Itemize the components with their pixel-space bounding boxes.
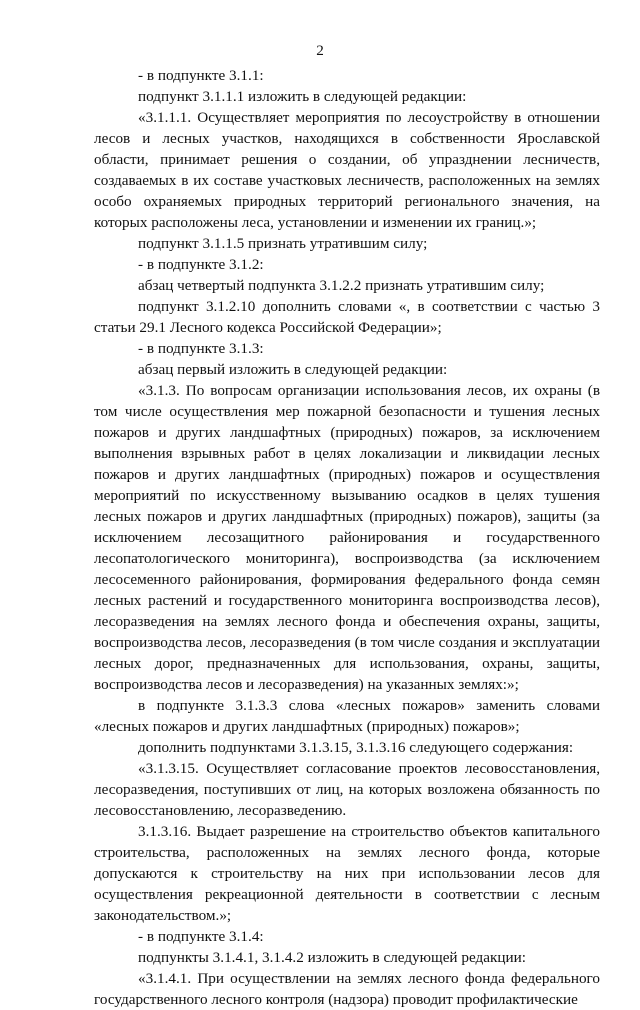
paragraph: дополнить подпунктами 3.1.3.15, 3.1.3.16 следующего содержания: [138, 739, 574, 756]
paragraph: абзац четвертый подпункта 3.1.2.2 признать утратившим силу; [138, 277, 545, 294]
page-number: 2 [316, 42, 324, 59]
paragraph: подпункт 3.1.1.5 признать утратившим силу; [138, 235, 428, 252]
paragraph: подпункт 3.1.1.1 изложить в следующей редакции: [138, 88, 467, 105]
paragraph: подпункты 3.1.4.1, 3.1.4.2 изложить в следующей редакции: [138, 949, 526, 966]
paragraph: - в подпункте 3.1.2: [138, 256, 264, 273]
paragraph: «3.1.1.1. Осуществляет мероприятия по лесоустройству в отношении лесов и лесных участков, находящихся в собственности Ярославской области, принимает решения о создании, об упразднении лесничеств, создаваемых в их составе участковых лесничеств, расположенных на землях особо охраняемых природных территорий регионального значения, на которых расположены леса, установлении и изменении их границ.»; [94, 109, 600, 231]
paragraph: 3.1.3.16. Выдает разрешение на строительство объектов капитального строительства, расположенных на землях лесного фонда, которые допускаются к строительству на них при использовании лесов для осуществления рекреационной деятельности в соответствии с лесным законодательством.»; [94, 823, 600, 924]
paragraph: в подпункте 3.1.3.3 слова «лесных пожаров» заменить словами «лесных пожаров и других ландшафтных (природных) пожаров»; [94, 697, 600, 735]
paragraph: «3.1.3.15. Осуществляет согласование проектов лесовосстановления, лесоразведения, поступивших от лиц, на которых возложена обязанность по лесовосстановлению, лесоразведению. [94, 760, 600, 819]
document-body [94, 65, 600, 1010]
paragraph: - в подпункте 3.1.3: [138, 340, 264, 357]
paragraph: - в подпункте 3.1.1: [138, 67, 264, 84]
paragraph: подпункт 3.1.2.10 дополнить словами «, в соответствии с частью 3 статьи 29.1 Лесного кодекса Российской Федерации»; [94, 298, 600, 336]
paragraph: абзац первый изложить в следующей редакции: [138, 361, 448, 378]
paragraph: «3.1.4.1. При осуществлении на землях лесного фонда федерального государственного лесного контроля (надзора) проводит профилактические [94, 970, 600, 1008]
paragraph: «3.1.3. По вопросам организации использования лесов, их охраны (в том числе осуществления мер пожарной безопасности и тушения лесных пожаров и других ландшафтных (природных) пожаров, за исключением выполнения взрывных работ в целях локализации и ликвидации лесных пожаров и других ландшафтных (природных) пожаров и осуществления мероприятий по искусственному вызыванию осадков в целях тушения лесных пожаров и других ландшафтных (природных) пожаров), защиты (за исключением лесозащитного районирования и государственного лесопатологического мониторинга), воспроизводства (за исключением лесосеменного районирования, формирования федерального фонда семян лесных растений и государственного мониторинга воспроизводства лесов), лесоразведения на землях лесного фонда и обеспечения охраны, защиты, воспроизводства лесов, лесоразведения (в том числе создания и эксплуатации лесных дорог, предназначенных для использования, охраны, защиты, воспроизводства лесов и лесоразведения) на указанных землях:»; [94, 382, 600, 693]
paragraph: - в подпункте 3.1.4: [138, 928, 264, 945]
